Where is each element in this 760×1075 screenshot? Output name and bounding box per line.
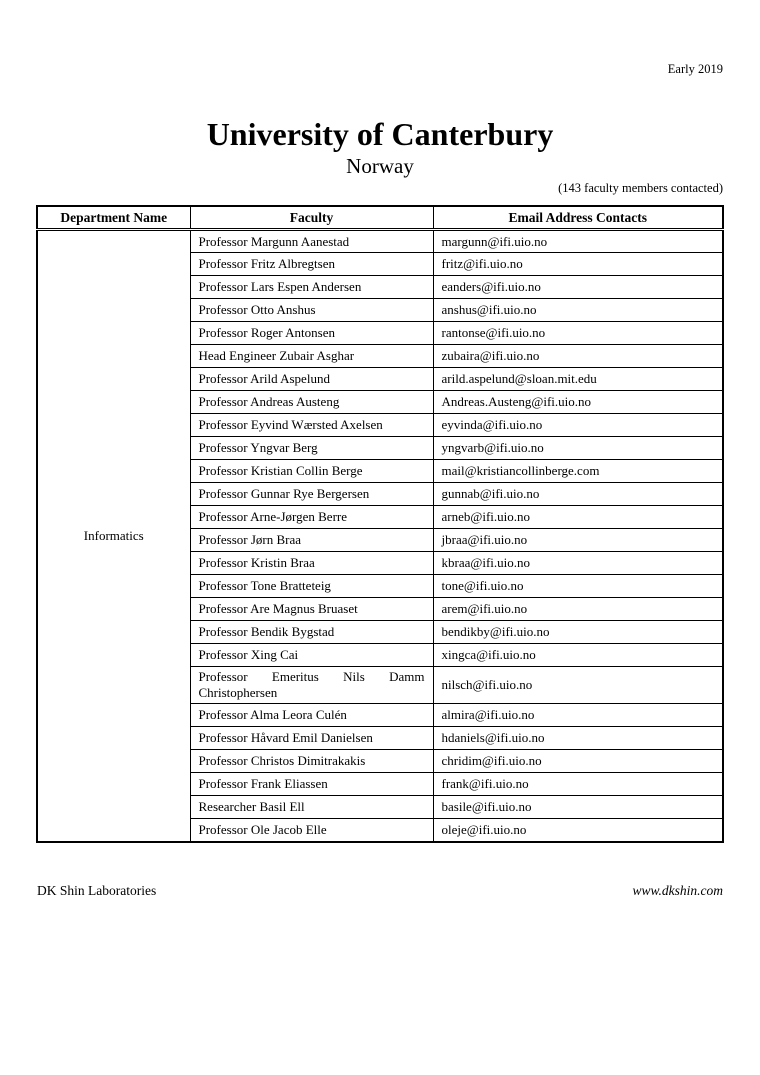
faculty-name-cell: Professor Margunn Aanestad: [190, 230, 433, 253]
department-cell: Informatics: [37, 230, 190, 842]
email-cell: rantonse@ifi.uio.no: [433, 322, 723, 345]
table-row: [37, 230, 723, 253]
email-cell: frank@ifi.uio.no: [433, 773, 723, 796]
email-cell: arneb@ifi.uio.no: [433, 506, 723, 529]
email-cell: mail@kristiancollinberge.com: [433, 460, 723, 483]
email-cell: kbraa@ifi.uio.no: [433, 552, 723, 575]
faculty-name-cell: Professor Arild Aspelund: [190, 368, 433, 391]
page-footer: [37, 883, 723, 899]
column-header-department: Department Name: [37, 206, 190, 230]
column-header-email: Email Address Contacts: [433, 206, 723, 230]
email-cell: yngvarb@ifi.uio.no: [433, 437, 723, 460]
faculty-name-cell: Professor Lars Espen Andersen: [190, 276, 433, 299]
email-cell: margunn@ifi.uio.no: [433, 230, 723, 253]
faculty-name-cell: Professor Arne-Jørgen Berre: [190, 506, 433, 529]
email-cell: tone@ifi.uio.no: [433, 575, 723, 598]
email-cell: chridim@ifi.uio.no: [433, 750, 723, 773]
faculty-name-cell: Professor Andreas Austeng: [190, 391, 433, 414]
date-label: Early 2019: [667, 62, 723, 76]
faculty-name-cell: Professor Alma Leora Culén: [190, 704, 433, 727]
faculty-name-cell: Professor Gunnar Rye Bergersen: [190, 483, 433, 506]
faculty-name-cell: Professor Eyvind Wærsted Axelsen: [190, 414, 433, 437]
faculty-name-cell: Professor Otto Anshus: [190, 299, 433, 322]
email-cell: jbraa@ifi.uio.no: [433, 529, 723, 552]
faculty-table: [36, 205, 724, 843]
faculty-name-cell: Professor Emeritus Nils Damm Christophersen: [190, 667, 433, 704]
email-cell: arem@ifi.uio.no: [433, 598, 723, 621]
email-cell: Andreas.Austeng@ifi.uio.no: [433, 391, 723, 414]
faculty-name-cell: Professor Frank Eliassen: [190, 773, 433, 796]
column-header-faculty: Faculty: [190, 206, 433, 230]
faculty-name-cell: Professor Tone Bratteteig: [190, 575, 433, 598]
faculty-name-cell: Professor Xing Cai: [190, 644, 433, 667]
email-cell: hdaniels@ifi.uio.no: [433, 727, 723, 750]
email-cell: fritz@ifi.uio.no: [433, 253, 723, 276]
email-cell: oleje@ifi.uio.no: [433, 819, 723, 842]
email-cell: almira@ifi.uio.no: [433, 704, 723, 727]
email-cell: eanders@ifi.uio.no: [433, 276, 723, 299]
email-cell: eyvinda@ifi.uio.no: [433, 414, 723, 437]
faculty-name-cell: Professor Roger Antonsen: [190, 322, 433, 345]
footer-website: www.dkshin.com: [632, 882, 723, 898]
faculty-name-cell: Professor Bendik Bygstad: [190, 621, 433, 644]
faculty-name-cell: Professor Ole Jacob Elle: [190, 819, 433, 842]
footer-lab-name: DK Shin Laboratories: [37, 882, 157, 898]
faculty-table-body: [37, 230, 723, 842]
faculty-name-cell: Professor Are Magnus Bruaset: [190, 598, 433, 621]
faculty-name-cell: Professor Kristin Braa: [190, 552, 433, 575]
email-cell: anshus@ifi.uio.no: [433, 299, 723, 322]
page-subtitle: Norway: [346, 154, 414, 178]
faculty-name-cell: Professor Fritz Albregtsen: [190, 253, 433, 276]
email-cell: xingca@ifi.uio.no: [433, 644, 723, 667]
email-cell: zubaira@ifi.uio.no: [433, 345, 723, 368]
faculty-name-cell: Professor Christos Dimitrakakis: [190, 750, 433, 773]
faculty-name-cell: Professor Jørn Braa: [190, 529, 433, 552]
faculty-name-cell: Professor Kristian Collin Berge: [190, 460, 433, 483]
email-cell: nilsch@ifi.uio.no: [433, 667, 723, 704]
faculty-name-cell: Professor Håvard Emil Danielsen: [190, 727, 433, 750]
faculty-name-cell: Head Engineer Zubair Asghar: [190, 345, 433, 368]
page-title: University of Canterbury: [206, 116, 554, 152]
faculty-name-cell: Professor Yngvar Berg: [190, 437, 433, 460]
table-header-row: [37, 206, 723, 230]
email-cell: gunnab@ifi.uio.no: [433, 483, 723, 506]
email-cell: bendikby@ifi.uio.no: [433, 621, 723, 644]
faculty-name-cell: Researcher Basil Ell: [190, 796, 433, 819]
email-cell: basile@ifi.uio.no: [433, 796, 723, 819]
contact-count-note: (143 faculty members contacted): [558, 181, 723, 195]
email-cell: arild.aspelund@sloan.mit.edu: [433, 368, 723, 391]
